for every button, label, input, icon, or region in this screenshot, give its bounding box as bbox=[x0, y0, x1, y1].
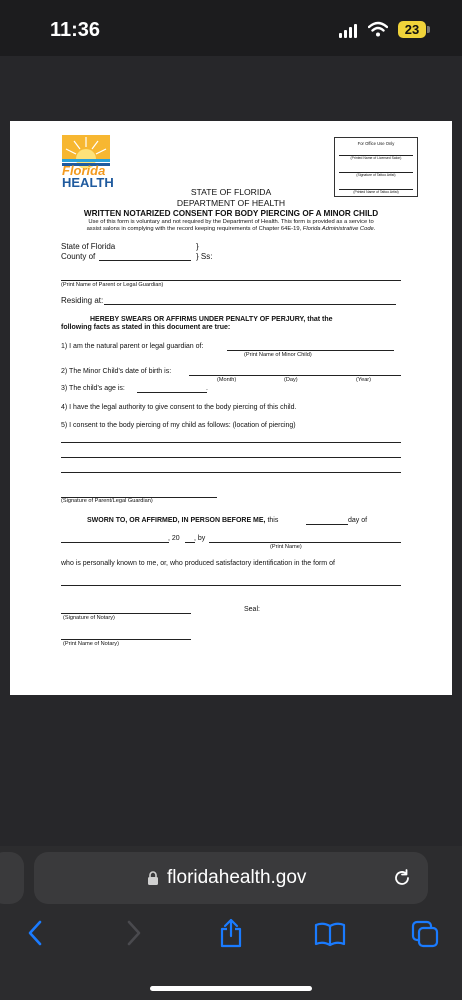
swears-line1: HEREBY SWEARS OR AFFIRMS UNDER PENALTY OF PERJURY, that the bbox=[90, 316, 333, 323]
venue-brace-ss: } Ss: bbox=[196, 252, 213, 261]
url-text[interactable]: floridahealth.gov bbox=[167, 867, 307, 888]
cellular-signal-icon bbox=[339, 24, 359, 38]
bookmarks-icon[interactable] bbox=[314, 921, 346, 947]
pdf-page bbox=[10, 121, 452, 695]
item-3: 3) The child's age is: bbox=[61, 385, 125, 392]
battery-indicator: 23 bbox=[398, 21, 426, 38]
logo-health-text: HEALTH bbox=[62, 175, 114, 190]
form-note-line2 bbox=[10, 226, 452, 232]
sworn-twenty: , 20 bbox=[168, 535, 180, 542]
share-icon[interactable] bbox=[218, 918, 244, 948]
back-icon[interactable] bbox=[27, 920, 43, 946]
notary-signature-label: (Signature of Notary) bbox=[63, 615, 115, 621]
item-5: 5) I consent to the body piercing of my child as follows: (location of piercing) bbox=[61, 422, 296, 429]
reload-icon[interactable] bbox=[392, 868, 412, 888]
parent-signature-label: (Signature of Parent/Legal Guardian) bbox=[61, 498, 153, 504]
residing-label: Residing at: bbox=[61, 296, 104, 305]
sworn-line bbox=[87, 517, 278, 524]
venue-state: State of Florida bbox=[61, 242, 116, 251]
office-field-artist-name: (Printed Name of Tattoo Artist) bbox=[353, 190, 399, 194]
print-name-label: (Print Name) bbox=[270, 544, 302, 550]
venue-brace-1: } bbox=[196, 242, 199, 251]
forward-icon[interactable] bbox=[126, 920, 142, 946]
office-field-salon: (Printed Name of Licensed Salon) bbox=[350, 156, 402, 160]
seal-label: Seal: bbox=[244, 606, 260, 613]
florida-health-logo bbox=[60, 135, 112, 189]
sworn-day-of: day of bbox=[348, 517, 368, 524]
logo-florida-text: Florida bbox=[62, 163, 106, 178]
previous-tab-pill[interactable] bbox=[0, 852, 24, 904]
form-note-line2-text: assist salons in complying with the record keeping requirements of Chapter 64E-19, bbox=[86, 226, 303, 232]
dob-year-label: (Year) bbox=[356, 377, 372, 383]
minor-child-label: (Print Name of Minor Child) bbox=[244, 352, 312, 358]
notary-name-label: (Print Name of Notary) bbox=[63, 641, 119, 647]
status-bar bbox=[0, 0, 462, 56]
sworn-this: this bbox=[265, 517, 279, 524]
dob-month-label: (Month) bbox=[217, 377, 237, 383]
lock-icon bbox=[147, 870, 159, 886]
sworn-bold-text: SWORN TO, OR AFFIRMED, IN PERSON BEFORE ME, bbox=[87, 517, 266, 524]
battery-tip bbox=[427, 26, 430, 33]
department-heading: DEPARTMENT OF HEALTH bbox=[176, 198, 286, 208]
office-use-title: For Office Use Only bbox=[357, 141, 395, 146]
tabs-icon[interactable] bbox=[411, 920, 439, 948]
parent-name-label: (Print Name of Parent or Legal Guardian) bbox=[61, 282, 164, 288]
venue-county: County of bbox=[61, 252, 96, 261]
item-4: 4) I have the legal authority to give consent to the body piercing of this child. bbox=[61, 404, 297, 411]
form-note-line1: Use of this form is voluntary and not required by the Department of Health. This form is provided as a service to bbox=[88, 219, 374, 225]
wifi-icon bbox=[368, 21, 388, 37]
item-2: 2) The Minor Child's date of birth is: bbox=[61, 368, 172, 375]
item-3-period: . bbox=[206, 385, 208, 392]
dob-day-label: (Day) bbox=[284, 377, 298, 383]
item-1: 1) I am the natural parent or legal guardian of: bbox=[61, 343, 204, 350]
form-title: WRITTEN NOTARIZED CONSENT FOR BODY PIERCING OF A MINOR CHILD bbox=[83, 209, 379, 218]
swears-line2: following facts as stated in this document are true: bbox=[61, 324, 231, 331]
status-time: 11:36 bbox=[50, 19, 101, 41]
office-field-artist-sig: (Signature of Tattoo Artist) bbox=[356, 173, 396, 177]
known-identification-line: who is personally known to me, or, who produced satisfactory identification in the form of bbox=[61, 560, 335, 567]
form-note-line2-italic: Florida Administrative Code. bbox=[302, 226, 376, 232]
sworn-by: , by bbox=[194, 535, 206, 542]
home-indicator bbox=[150, 986, 312, 991]
state-heading: STATE OF FLORIDA bbox=[190, 187, 272, 197]
